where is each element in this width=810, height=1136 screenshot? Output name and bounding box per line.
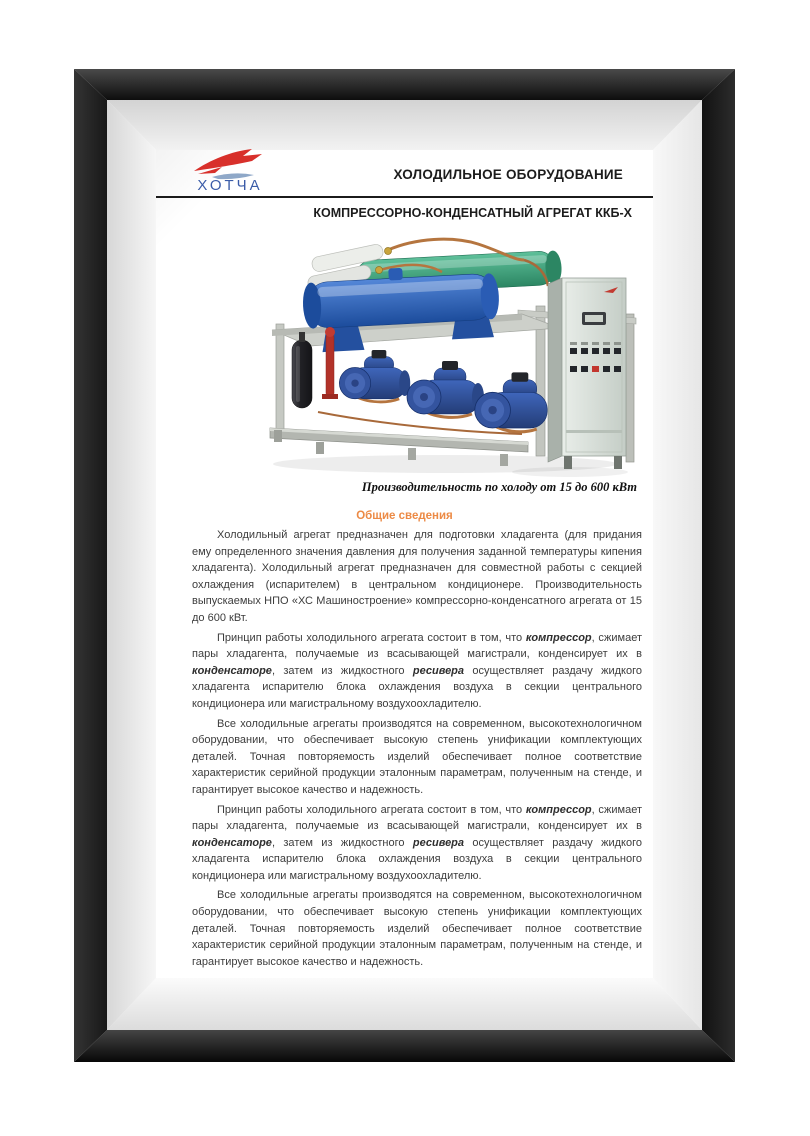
company-logo <box>188 146 272 198</box>
mat-bottom <box>107 978 702 1030</box>
frame-left <box>74 69 107 1062</box>
mat-top <box>107 100 702 150</box>
paragraph: Все холодильные агрегаты производятся на современном, высокотехнологичном оборудовании, что обеспечивает высокую степень унификации комплектующих деталей. Точная повторяемость изделий обеспечивает полное соответствие характеристик серийной продукции эталонным параметрам, полученным на стенде, и гарантирует высокое качество и надежность. <box>192 717 642 796</box>
paragraph: Принцип работы холодильного агрегата состоит в том, что компрессор, сжимает пары хладагента, получаемые из всасывающей магистрали, конденсирует их в конденсаторе, затем из жидкостного ресивера осуществляет раздачу жидкого хладагента испарителю блока охлаждения воздуха в секции центрального кондиционера или магистральному воздухоохладителю. <box>192 631 642 710</box>
document-subtitle: КОМПРЕССОРНО-КОНДЕНСАТНЫЙ АГРЕГАТ ККБ-Х <box>313 206 632 220</box>
document-page <box>156 150 653 978</box>
product-photo <box>260 220 642 480</box>
logo-swoosh-icon <box>188 146 272 180</box>
logo-wordmark: ХОТЧА <box>197 177 263 194</box>
frame-top <box>74 69 735 100</box>
header-divider <box>156 196 653 198</box>
body-paragraphs <box>192 527 642 973</box>
paragraph: Принцип работы холодильного агрегата состоит в том, что компрессор, сжимает пары хладагента, получаемые из всасывающей магистрали, конденсирует их в конденсаторе, затем из жидкостного ресивера осуществляет раздачу жидкого хладагента испарителю блока охлаждения воздуха в секции центрального кондиционера или магистральному воздухоохладителю. <box>192 803 642 882</box>
document-title: ХОЛОДИЛЬНОЕ ОБОРУДОВАНИЕ <box>393 167 623 182</box>
mat-left <box>107 100 156 1030</box>
frame-right <box>702 69 735 1062</box>
mat-right <box>653 100 702 1030</box>
frame-bottom <box>74 1030 735 1062</box>
paragraph: Холодильный агрегат предназначен для подготовки хладагента (для придания ему определенного значения давления для получения заданной температуры кипения хладагента). Холодильный агрегат предназначен для совместной работы с секцией охлаждения (испарителем) в центральном кондиционере. Производительность выпускаемых НПО «ХС Машиностроение» компрессорно-конденсатного агрегата от 15 до 600 кВт. <box>192 529 642 624</box>
section-heading: Общие сведения <box>356 510 453 522</box>
paragraph: Все холодильные агрегаты производятся на современном, высокотехнологичном оборудовании, что обеспечивает высокую степень унификации комплектующих деталей. Точная повторяемость изделий обеспечивает полное соответствие характеристик серийной продукции эталонным параметрам, полученным на стенде, и гарантирует высокое качество и надежность. <box>192 889 642 968</box>
figure-caption: Производительность по холоду от 15 до 600 кВт <box>361 480 637 494</box>
